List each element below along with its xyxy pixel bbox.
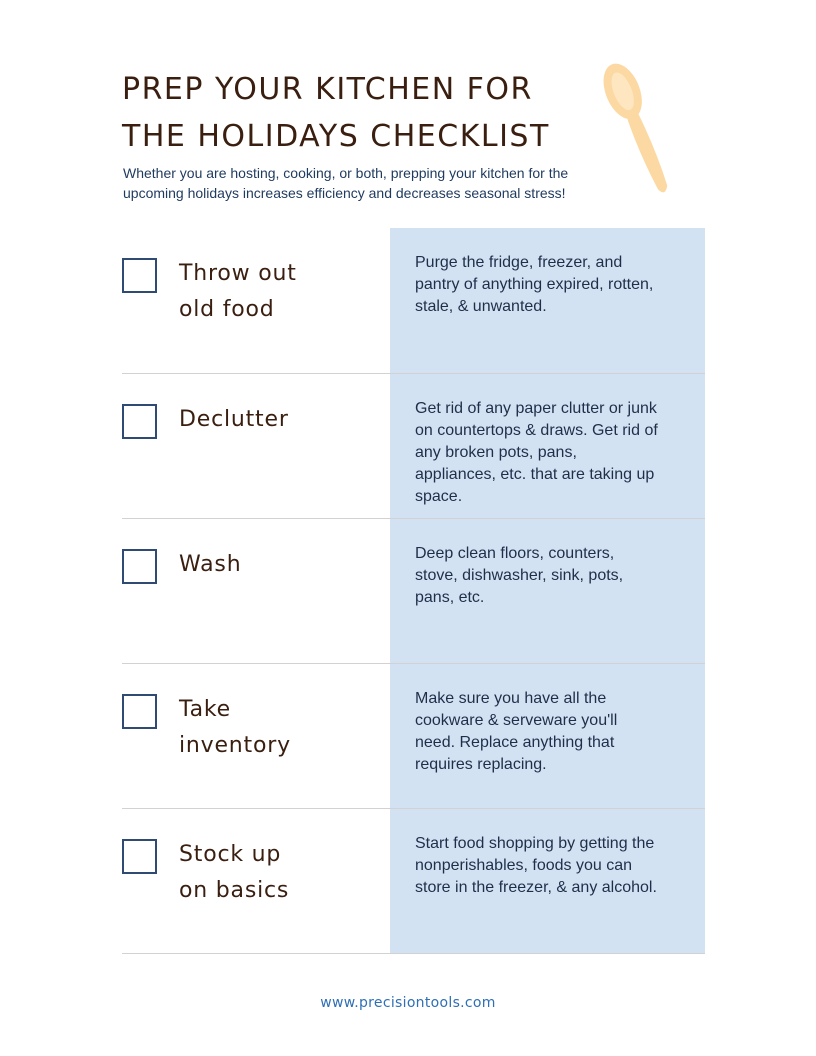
task-label: Wash (179, 552, 242, 577)
page-title (122, 66, 612, 160)
description-cell (390, 519, 705, 663)
task-label: Declutter (179, 407, 289, 432)
checklist-row (122, 808, 705, 953)
checkbox-wash[interactable] (122, 549, 157, 584)
checkbox-take-inventory[interactable] (122, 694, 157, 729)
task-description: Start food shopping by getting the nonperishables, foods you can store in the freezer, & any alcohol. (415, 835, 657, 896)
description-cell (390, 664, 705, 808)
checkbox-stock-up-on-basics[interactable] (122, 839, 157, 874)
description-cell (390, 228, 705, 373)
checklist-row (122, 228, 705, 373)
description-cell (390, 809, 705, 953)
checklist-row (122, 373, 705, 518)
task-description: Deep clean floors, counters, stove, dishwasher, sink, pots, pans, etc. (415, 545, 624, 606)
checklist-row (122, 663, 705, 808)
task-description: Make sure you have all the cookware & serveware you'll need. Replace anything that requires replacing. (415, 690, 618, 773)
description-cell (390, 374, 705, 518)
checklist-row (122, 518, 705, 663)
title-line-1: PREP YOUR KITCHEN FOR (122, 72, 533, 107)
task-label: Throw out old food (179, 261, 297, 322)
task-description: Purge the fridge, freezer, and pantry of anything expired, rotten, stale, & unwanted. (415, 254, 654, 315)
title-line-2: THE HOLIDAYS CHECKLIST (122, 119, 550, 154)
checklist-table (122, 228, 705, 954)
page-subtitle: Whether you are hosting, cooking, or both, prepping your kitchen for the upcoming holidays increases efficiency and decreases seasonal stress! (123, 165, 569, 201)
checkbox-declutter[interactable] (122, 404, 157, 439)
task-description: Get rid of any paper clutter or junk on countertops & draws. Get rid of any broken pots, pans, appliances, etc. that are taking up space. (415, 400, 658, 505)
wooden-spoon-icon (596, 52, 692, 204)
task-label: Take inventory (179, 697, 291, 758)
checkbox-throw-out-old-food[interactable] (122, 258, 157, 293)
task-label: Stock up on basics (179, 842, 290, 903)
website-link[interactable]: www.precisiontools.com (320, 995, 496, 1011)
